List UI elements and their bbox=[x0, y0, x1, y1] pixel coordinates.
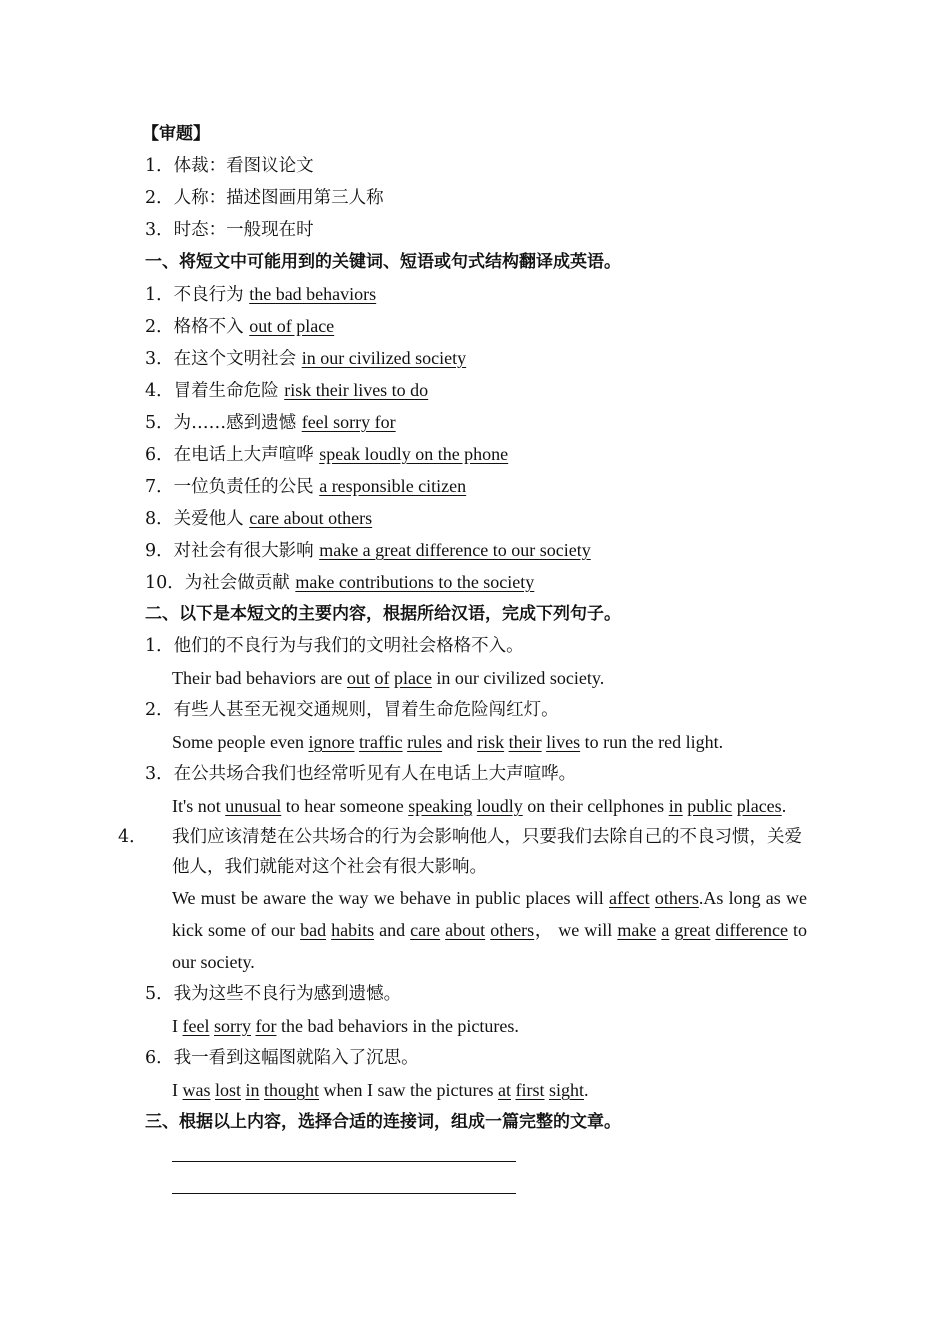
sentence-q4-prompt: 4． 我们应该清楚在公共场合的行为会影响他人，只要我们去除自己的不良习惯，关爱他人，我们就能对这个社会有很大影响。 bbox=[118, 827, 802, 877]
answer-blank-line bbox=[145, 1170, 807, 1202]
sentence-q6-answer: I was lost in thought when I saw the pictures at first sight. bbox=[172, 1080, 589, 1100]
vocab-answer: speak loudly on the phone bbox=[319, 444, 509, 464]
sentence-q4-answer: We must be aware the way we behave in public places will affect others.As long as we kick some of our bad habits and care about others， we will make a great difference to our society. bbox=[172, 888, 808, 972]
vocab-item-1: 1．不良行为 the bad behaviors bbox=[145, 284, 377, 305]
vocab-answer: feel sorry for bbox=[301, 412, 396, 432]
review-item-3: 3．时态：一般现在时 bbox=[145, 220, 314, 240]
vocab-answer: a responsible citizen bbox=[319, 476, 467, 496]
vocab-answer: care about others bbox=[249, 508, 373, 528]
vocab-item-10: 10．为社会做贡献 make contributions to the society bbox=[145, 572, 535, 593]
sentence-q3-prompt: 3．在公共场合我们也经常听见有人在电话上大声喧哗。 bbox=[145, 764, 577, 784]
answer-blank-line bbox=[145, 1138, 807, 1170]
vocab-answer: make a great difference to our society bbox=[319, 540, 591, 560]
vocab-answer: make contributions to the society bbox=[295, 572, 535, 592]
section1-heading: 一、将短文中可能用到的关键词、短语或句式结构翻译成英语。 bbox=[145, 252, 621, 272]
vocab-answer: the bad behaviors bbox=[249, 284, 377, 304]
underline-rule bbox=[172, 1193, 516, 1194]
review-item-1: 1．体裁：看图议论文 bbox=[145, 156, 314, 176]
vocab-item-7: 7．一位负责任的公民 a responsible citizen bbox=[145, 476, 467, 497]
vocab-answer: in our civilized society bbox=[301, 348, 467, 368]
sentence-q5-prompt: 5．我为这些不良行为感到遗憾。 bbox=[145, 984, 402, 1004]
sentence-q6-prompt: 6．我一看到这幅图就陷入了沉思。 bbox=[145, 1048, 419, 1068]
review-title: 【审题】 bbox=[142, 124, 210, 144]
vocab-item-9: 9．对社会有很大影响 make a great difference to our society bbox=[145, 540, 591, 561]
section3-heading: 三、根据以上内容，选择合适的连接词，组成一篇完整的文章。 bbox=[145, 1112, 621, 1132]
sentence-q2-prompt: 2．有些人甚至无视交通规则，冒着生命危险闯红灯。 bbox=[145, 700, 559, 720]
vocab-item-6: 6．在电话上大声喧哗 speak loudly on the phone bbox=[145, 444, 509, 465]
vocab-item-3: 3．在这个文明社会 in our civilized society bbox=[145, 348, 467, 369]
section2-heading: 二、以下是本短文的主要内容，根据所给汉语，完成下列句子。 bbox=[145, 604, 621, 624]
vocab-item-5: 5．为……感到遗憾 feel sorry for bbox=[145, 412, 396, 433]
sentence-q2-answer: Some people even ignore traffic rules and risk their lives to run the red light. bbox=[172, 732, 724, 752]
vocab-answer: out of place bbox=[249, 316, 335, 336]
vocab-item-8: 8．关爱他人 care about others bbox=[145, 508, 373, 529]
vocab-answer: risk their lives to do bbox=[284, 380, 429, 400]
sentence-q5-answer: I feel sorry for the bad behaviors in the pictures. bbox=[172, 1016, 519, 1036]
sentence-q1-prompt: 1．他们的不良行为与我们的文明社会格格不入。 bbox=[145, 636, 524, 656]
sentence-q1-answer: Their bad behaviors are out of place in our civilized society. bbox=[172, 668, 605, 688]
sentence-q3-answer: It's not unusual to hear someone speaking loudly on their cellphones in public places. bbox=[172, 796, 787, 816]
vocab-item-4: 4．冒着生命危险 risk their lives to do bbox=[145, 380, 429, 401]
worksheet-content bbox=[118, 118, 808, 1202]
underline-rule bbox=[172, 1161, 516, 1162]
vocab-item-2: 2．格格不入 out of place bbox=[145, 316, 335, 337]
review-item-2: 2．人称：描述图画用第三人称 bbox=[145, 188, 384, 208]
